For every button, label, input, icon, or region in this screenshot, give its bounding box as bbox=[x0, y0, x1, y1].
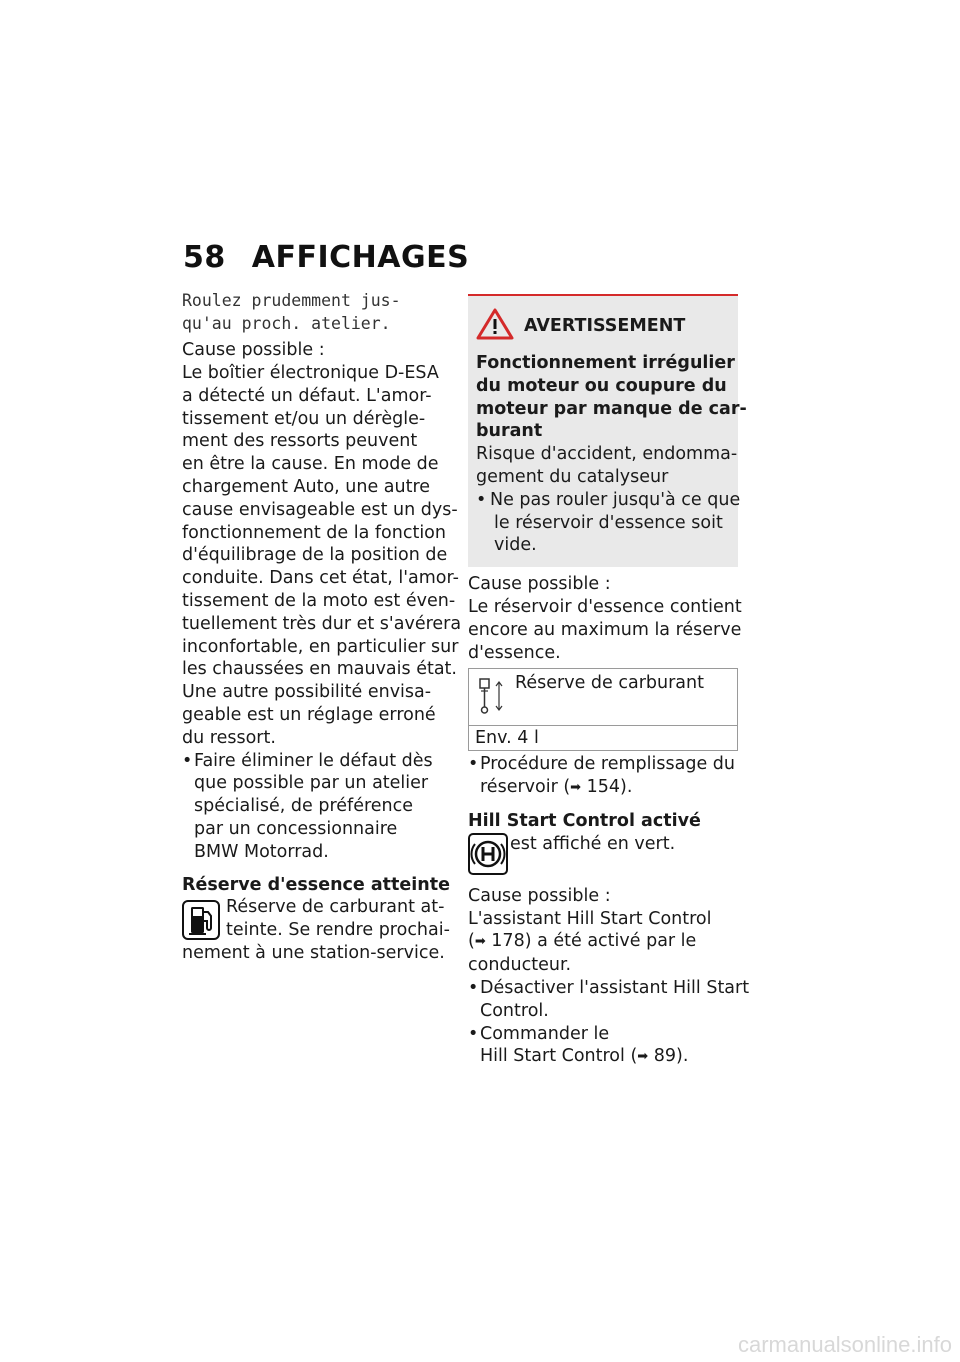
warning-heading-line: Fonctionnement irrégulier bbox=[476, 353, 735, 373]
text-fragment: 178) a été activé par le bbox=[485, 931, 697, 952]
bullet-item bbox=[468, 753, 738, 800]
text-line: a détecté un défaut. L'amor- bbox=[182, 385, 432, 406]
text-line: conduite. Dans cet état, l'amor- bbox=[182, 568, 459, 589]
text-fragment: réservoir ( bbox=[480, 777, 571, 798]
text-line: teinte. Se rendre prochai- bbox=[226, 920, 450, 941]
bullet-text: que possible par un atelier bbox=[194, 773, 429, 794]
bullet-text: Commander le bbox=[480, 1023, 610, 1044]
table-value: Env. 4 l bbox=[475, 728, 539, 749]
table-label: Réserve de carburant bbox=[515, 673, 704, 694]
page-number: 58 bbox=[183, 240, 226, 275]
warning-label: AVERTISSEMENT bbox=[524, 316, 686, 336]
bullet-icon: • bbox=[468, 977, 479, 998]
text-fragment: ( bbox=[468, 931, 475, 952]
page-reference-arrow-icon: ➡ bbox=[637, 1049, 649, 1065]
bullet-text: Faire éliminer le défaut dès bbox=[194, 750, 433, 771]
bullet-text: le réservoir d'essence soit bbox=[494, 512, 723, 533]
reserve-paragraph bbox=[182, 896, 450, 964]
text-line: les chaussées en mauvais état. bbox=[182, 659, 457, 680]
section-heading: Réserve d'essence atteinte bbox=[182, 874, 450, 895]
bullet-icon: • bbox=[182, 750, 193, 771]
bullet-text: par un concessionnaire bbox=[194, 818, 398, 839]
text-line: encore au maximum la réserve bbox=[468, 619, 742, 640]
text-line: inconfortable, en particulier sur bbox=[182, 636, 459, 657]
text-line: ment des ressorts peuvent bbox=[182, 431, 418, 452]
display-message-line: Roulez prudemment jus- bbox=[182, 291, 401, 310]
warning-triangle-icon bbox=[476, 308, 514, 344]
text-line: tissement de la moto est éven- bbox=[182, 590, 456, 611]
warning-heading-line: du moteur ou coupure du bbox=[476, 375, 727, 396]
warning-heading-line: moteur par manque de car- bbox=[476, 398, 747, 419]
text-line: Cause possible : bbox=[468, 885, 611, 906]
bullet-item bbox=[182, 750, 444, 864]
text-line: Le réservoir d'essence contient bbox=[468, 596, 742, 617]
warning-header bbox=[476, 308, 730, 344]
text-line: tuellement très dur et s'avérera bbox=[182, 613, 462, 634]
text-fragment: 154). bbox=[581, 777, 633, 798]
bullet-text bbox=[468, 776, 738, 800]
bullet-text: vide. bbox=[494, 535, 537, 556]
warning-box bbox=[468, 294, 747, 567]
bullet-text: spécialisé, de préférence bbox=[194, 796, 414, 817]
text-line: Réserve de carburant at- bbox=[226, 897, 445, 918]
text-line: conducteur. bbox=[468, 955, 572, 976]
bullet-text bbox=[468, 1045, 738, 1069]
text-line: cause envisageable est un dys- bbox=[182, 499, 458, 520]
text-line: en être la cause. En mode de bbox=[182, 454, 439, 475]
fuel-gauge-icon bbox=[469, 669, 515, 725]
section-heading: Hill Start Control activé bbox=[468, 810, 701, 831]
table-row bbox=[469, 669, 737, 726]
text-line bbox=[468, 930, 738, 954]
right-column bbox=[468, 294, 750, 1069]
text-line: du ressort. bbox=[182, 727, 276, 748]
text-line: d'équilibrage de la position de bbox=[182, 545, 448, 566]
text-line: Risque d'accident, endomma- bbox=[476, 444, 738, 465]
display-message-line: qu'au proch. atelier. bbox=[182, 313, 391, 333]
bullet-text: BMW Motorrad. bbox=[194, 841, 329, 862]
hill-start-indicator bbox=[468, 833, 738, 877]
text-fragment: Hill Start Control ( bbox=[480, 1046, 638, 1067]
bullet-text: Procédure de remplissage du bbox=[480, 754, 735, 775]
text-fragment: 89). bbox=[648, 1046, 689, 1067]
text-line: chargement Auto, une autre bbox=[182, 476, 431, 497]
text-line: Cause possible : bbox=[468, 574, 611, 595]
display-message bbox=[182, 290, 444, 335]
text-line: fonctionnement de la fonction bbox=[182, 522, 446, 543]
bullet-icon: • bbox=[476, 489, 487, 510]
bullet-icon: • bbox=[468, 754, 479, 775]
text-line: tissement et/ou un dérègle- bbox=[182, 408, 426, 429]
bullet-text: Ne pas rouler jusqu'à ce que bbox=[490, 489, 741, 510]
text-line: Une autre possibilité envisa- bbox=[182, 682, 432, 703]
text-line: gement du catalyseur bbox=[476, 466, 669, 487]
bullet-text: Control. bbox=[480, 1000, 549, 1021]
indicator-description: est affiché en vert. bbox=[510, 833, 676, 854]
fuel-pump-icon bbox=[182, 900, 220, 944]
page-reference-arrow-icon: ➡ bbox=[570, 780, 582, 796]
text-line: Le boîtier électronique D-ESA bbox=[182, 362, 439, 383]
text-line: geable est un réglage erroné bbox=[182, 704, 436, 725]
bullet-item bbox=[468, 1023, 738, 1070]
page-reference-arrow-icon: ➡ bbox=[474, 934, 486, 950]
text-line: Cause possible : bbox=[182, 340, 325, 361]
text-line: d'essence. bbox=[468, 642, 561, 663]
bullet-item bbox=[468, 977, 750, 1023]
watermark: carmanualsonline.info bbox=[737, 1332, 952, 1357]
page-header bbox=[183, 240, 469, 275]
hill-start-h-icon bbox=[468, 833, 508, 879]
left-column bbox=[182, 290, 462, 965]
cause-paragraph bbox=[182, 339, 462, 749]
text-line: L'assistant Hill Start Control bbox=[468, 908, 712, 929]
warning-heading-line: burant bbox=[476, 421, 543, 442]
text-line: nement à une station-service. bbox=[182, 942, 445, 963]
page-title: AFFICHAGES bbox=[251, 240, 470, 275]
fuel-reserve-table bbox=[468, 668, 738, 751]
cause-paragraph bbox=[468, 573, 742, 664]
bullet-text: Désactiver l'assistant Hill Start bbox=[480, 977, 750, 998]
bullet-icon: • bbox=[468, 1023, 479, 1044]
